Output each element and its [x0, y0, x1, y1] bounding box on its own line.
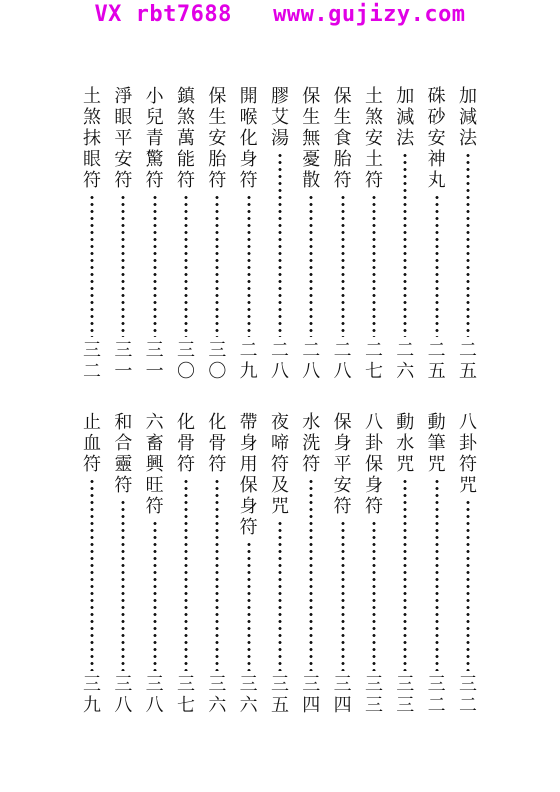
toc-entry — [268, 412, 292, 716]
toc-entry — [268, 86, 292, 382]
entry-page-number: 三 二 — [427, 674, 446, 716]
dot-leader — [372, 520, 376, 671]
toc-entry — [237, 412, 261, 716]
entry-title: 帶 身 用 保 身 符 — [239, 412, 258, 538]
toc-entry — [425, 412, 449, 716]
dot-leader — [466, 499, 470, 671]
entry-title: 化 骨 符 — [176, 412, 195, 475]
entry-title: 六 畜 興 旺 符 — [145, 412, 164, 517]
entry-title: 水 洗 符 — [302, 412, 321, 475]
dot-leader — [309, 478, 313, 671]
dot-leader — [121, 499, 125, 671]
entry-page-number: 三 二 — [458, 674, 477, 716]
entry-title: 鎮 煞 萬 能 符 — [176, 86, 195, 191]
dot-leader — [341, 520, 345, 671]
entry-page-number: 二 八 — [270, 340, 289, 382]
toc-entry — [393, 412, 417, 716]
dot-leader — [403, 478, 407, 671]
entry-title: 動 筆 咒 — [427, 412, 446, 475]
entry-title: 八 卦 符 咒 — [458, 412, 477, 496]
dot-leader — [247, 541, 251, 671]
entry-page-number: 三 七 — [176, 674, 195, 716]
toc-entry — [362, 412, 386, 716]
entry-title: 保 身 平 安 符 — [333, 412, 352, 517]
entry-page-number: 三 九 — [83, 674, 101, 716]
toc-entry — [174, 412, 198, 716]
entry-title: 化 骨 符 — [208, 412, 227, 475]
toc-entry — [174, 86, 198, 382]
entry-title: 小 兒 青 驚 符 — [145, 86, 164, 191]
entry-title: 和 合 靈 符 — [114, 412, 133, 496]
entry-title: 開 喉 化 身 符 — [239, 86, 258, 191]
entry-page-number: 三 三 — [396, 674, 415, 716]
dot-leader — [278, 152, 282, 337]
entry-title: 夜 啼 符 及 咒 — [270, 412, 289, 517]
toc-entry — [205, 412, 229, 716]
entry-page-number: 二 八 — [302, 340, 321, 382]
dot-leader — [215, 194, 219, 337]
entry-page-number: 二 五 — [427, 340, 446, 382]
entry-page-number: 二 五 — [458, 340, 477, 382]
entry-page-number: 三 八 — [114, 674, 133, 716]
dot-leader — [184, 194, 188, 337]
dot-leader — [403, 152, 407, 337]
entry-page-number: 二 六 — [396, 340, 415, 382]
entry-page-number: 三 二 — [83, 340, 101, 382]
dot-leader — [90, 478, 94, 671]
toc-entry — [80, 86, 104, 382]
entry-title: 保 生 安 胎 符 — [208, 86, 227, 191]
toc-entry — [299, 86, 323, 382]
dot-leader — [341, 194, 345, 337]
toc-entry — [143, 412, 167, 716]
toc-entry — [143, 86, 167, 382]
dot-leader — [372, 194, 376, 337]
entry-title: 止 血 符 — [83, 412, 101, 475]
toc-entry — [111, 412, 135, 716]
toc-entry — [331, 86, 355, 382]
entry-page-number: 二 七 — [364, 340, 383, 382]
dot-leader — [466, 152, 470, 337]
dot-leader — [215, 478, 219, 671]
toc-entry — [205, 86, 229, 382]
toc-entry — [237, 86, 261, 382]
entry-page-number: 三 四 — [333, 674, 352, 716]
entry-title: 膠 艾 湯 — [270, 86, 289, 149]
toc-block-bottom — [80, 412, 480, 716]
entry-page-number: 三 六 — [239, 674, 258, 716]
dot-leader — [435, 194, 439, 337]
toc-entry — [362, 86, 386, 382]
dot-leader — [435, 478, 439, 671]
entry-title: 加 減 法 — [458, 86, 477, 149]
entry-title: 土 煞 抹 眼 符 — [83, 86, 101, 191]
toc-entry — [80, 412, 104, 716]
toc-entry — [299, 412, 323, 716]
entry-page-number: 三 〇 — [176, 340, 195, 382]
entry-title: 動 水 咒 — [396, 412, 415, 475]
dot-leader — [153, 194, 157, 337]
entry-title: 硃 砂 安 神 丸 — [427, 86, 446, 191]
entry-page-number: 二 八 — [333, 340, 352, 382]
entry-title: 淨 眼 平 安 符 — [114, 86, 133, 191]
entry-page-number: 二 九 — [239, 340, 258, 382]
toc-block-top — [80, 86, 480, 382]
entry-title: 保 生 食 胎 符 — [333, 86, 352, 191]
toc-entry — [425, 86, 449, 382]
dot-leader — [90, 194, 94, 337]
entry-page-number: 三 一 — [114, 340, 133, 382]
watermark: VX rbt7688 www.gujizy.com — [94, 2, 466, 27]
dot-leader — [278, 520, 282, 671]
entry-title: 加 減 法 — [396, 86, 415, 149]
entry-page-number: 三 一 — [145, 340, 164, 382]
entry-page-number: 三 六 — [208, 674, 227, 716]
entry-page-number: 三 〇 — [208, 340, 227, 382]
toc-entry — [331, 412, 355, 716]
dot-leader — [153, 520, 157, 671]
toc-entry — [111, 86, 135, 382]
entry-title: 保 生 無 憂 散 — [302, 86, 321, 191]
dot-leader — [309, 194, 313, 337]
entry-page-number: 三 八 — [145, 674, 164, 716]
entry-title: 土 煞 安 土 符 — [364, 86, 383, 191]
toc-entry — [393, 86, 417, 382]
dot-leader — [184, 478, 188, 671]
entry-page-number: 三 五 — [270, 674, 289, 716]
toc-entry — [456, 86, 480, 382]
toc-entry — [456, 412, 480, 716]
entry-page-number: 三 三 — [364, 674, 383, 716]
entry-title: 八 卦 保 身 符 — [364, 412, 383, 517]
dot-leader — [121, 194, 125, 337]
entry-page-number: 三 四 — [302, 674, 321, 716]
dot-leader — [247, 194, 251, 337]
